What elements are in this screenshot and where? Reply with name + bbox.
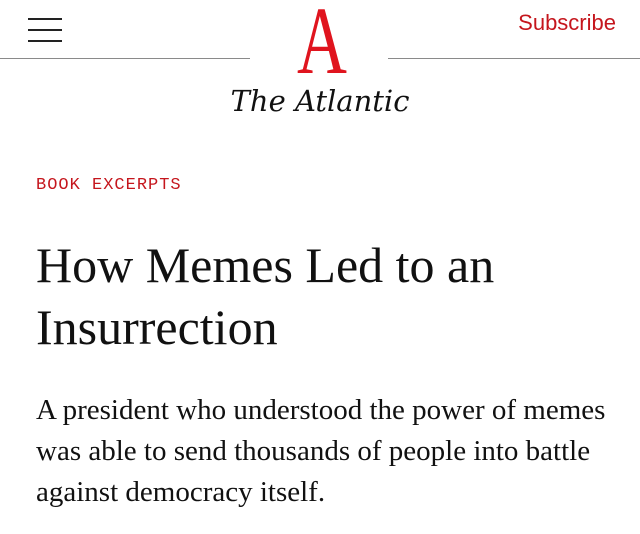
section-label[interactable]: BOOK EXCERPTS bbox=[36, 176, 182, 195]
header-divider-left bbox=[0, 58, 250, 59]
article-dek: A president who understood the power of memes was able to send thousands of people into battle against democracy itself. bbox=[36, 394, 606, 508]
article-headline: How Memes Led to an Insurrection bbox=[36, 237, 495, 355]
menu-button[interactable] bbox=[28, 18, 62, 44]
atlantic-logo-letter[interactable]: A bbox=[296, 0, 347, 94]
header-divider-right bbox=[388, 58, 640, 59]
hamburger-menu-icon bbox=[28, 18, 62, 20]
subscribe-link[interactable]: Subscribe bbox=[518, 10, 616, 35]
atlantic-wordmark[interactable]: The Atlantic bbox=[230, 84, 410, 118]
